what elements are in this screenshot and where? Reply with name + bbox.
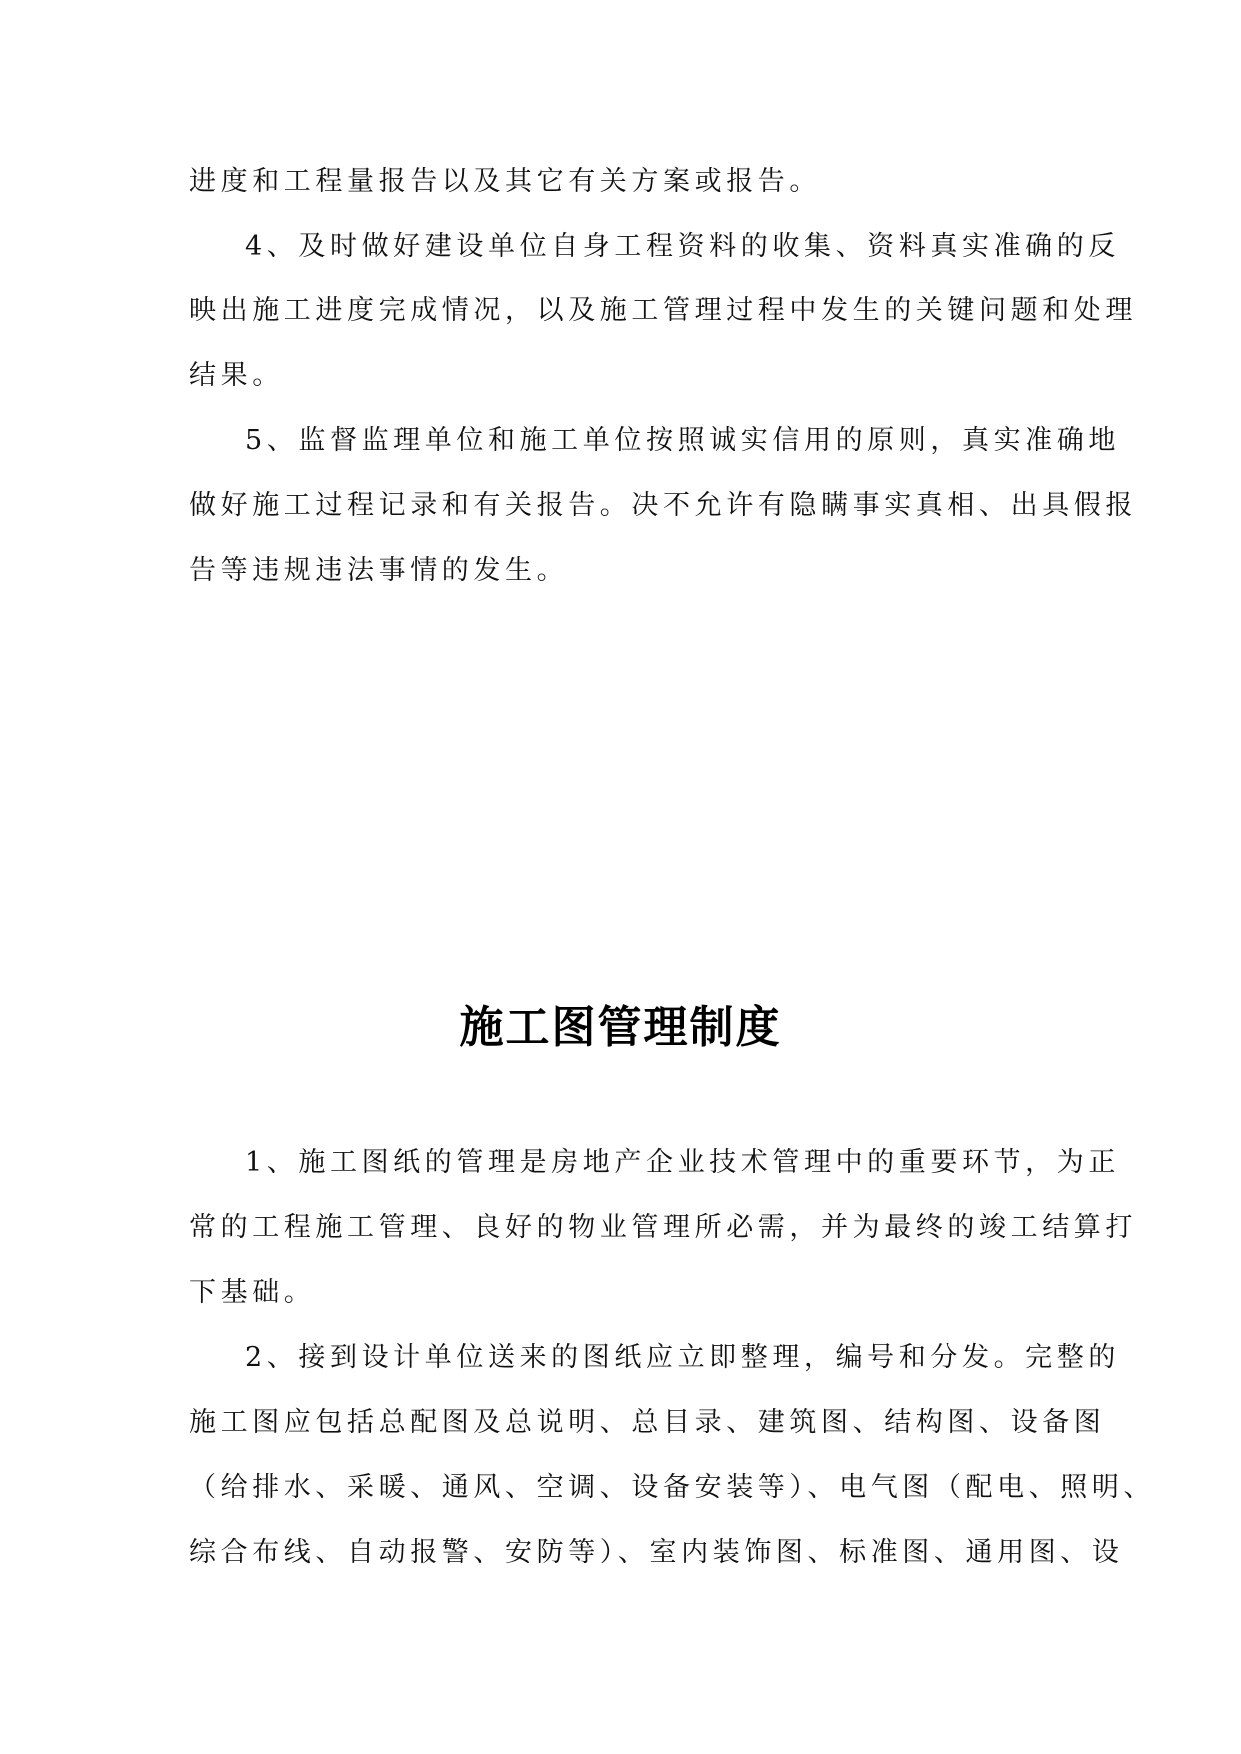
section-title: 施工图管理制度: [459, 1002, 782, 1053]
paragraph-line: 综合布线、自动报警、安防等）、室内装饰图、标准图、通用图、设: [189, 1537, 1124, 1568]
paragraph-line: 结果。: [189, 360, 284, 391]
paragraph-line: 施工图应包括总配图及总说明、总目录、建筑图、结构图、设备图: [189, 1407, 1106, 1438]
paragraph-line: 常的工程施工管理、良好的物业管理所必需，并为最终的竣工结算打: [189, 1212, 1137, 1243]
paragraph-line: 4、及时做好建设单位自身工程资料的收集、资料真实准确的反: [245, 231, 1120, 262]
paragraph-line: 1、施工图纸的管理是房地产企业技术管理中的重要环节，为正: [245, 1147, 1120, 1178]
paragraph-line: 2、接到设计单位送来的图纸应立即整理，编号和分发。完整的: [245, 1342, 1120, 1373]
paragraph-line: （给排水、采暖、通风、空调、设备安装等）、电气图（配电、照明、: [189, 1472, 1156, 1503]
paragraph-line: 下基础。: [189, 1277, 316, 1308]
paragraph-line: 映出施工进度完成情况，以及施工管理过程中发生的关键问题和处理: [189, 295, 1137, 326]
paragraph-line: 做好施工过程记录和有关报告。决不允许有隐瞒事实真相、出具假报: [189, 490, 1137, 521]
paragraph-line: 5、监督监理单位和施工单位按照诚实信用的原则，真实准确地: [245, 425, 1120, 456]
paragraph-line: 告等违规违法事情的发生。: [189, 555, 569, 586]
paragraph-line: 进度和工程量报告以及其它有关方案或报告。: [189, 166, 821, 197]
